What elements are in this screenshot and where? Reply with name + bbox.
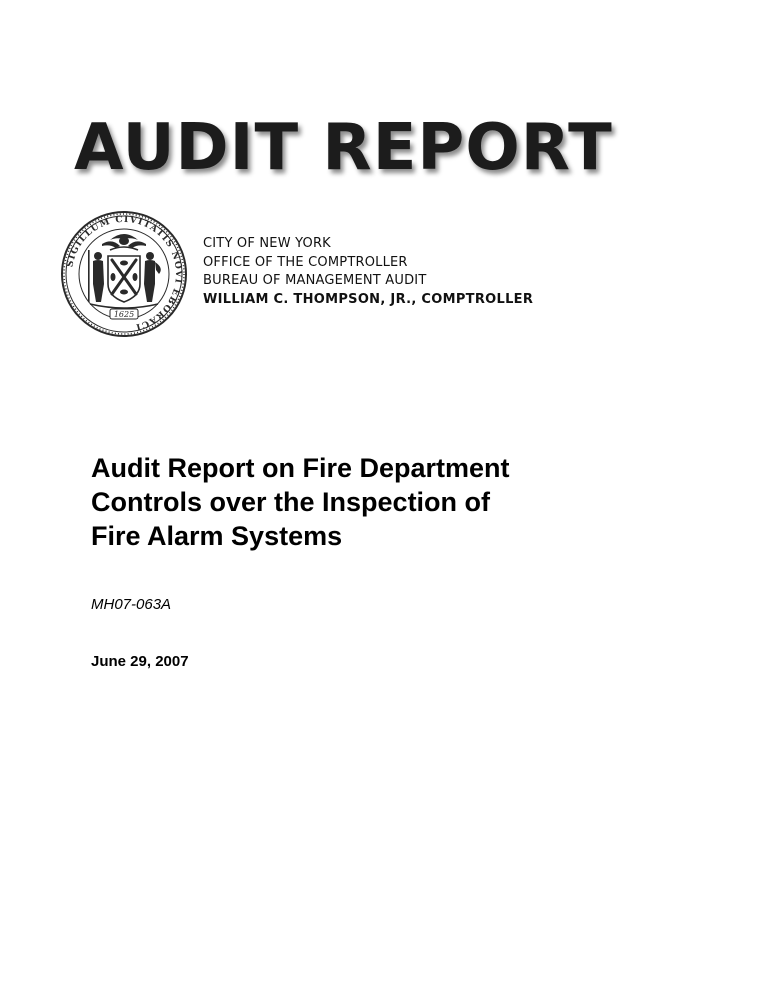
report-number: MH07-063A — [91, 596, 172, 613]
report-date: June 29, 2007 — [91, 653, 189, 670]
office-line-comptroller-office: OFFICE OF THE COMPTROLLER — [203, 254, 408, 270]
seal-year: 1625 — [113, 310, 135, 319]
office-line-bureau: BUREAU OF MANAGEMENT AUDIT — [203, 273, 427, 288]
report-title-line-3: Fire Alarm Systems — [91, 521, 343, 551]
seal-motto: SIGILLUM CIVITATIS NOVI EBORACI — [65, 214, 184, 332]
city-seal-graphic — [60, 210, 188, 338]
report-title-line-2: Controls over the Inspection of — [91, 487, 491, 517]
city-seal-icon — [60, 210, 188, 338]
issuing-office-block — [203, 235, 533, 309]
audit-report-banner: AUDIT REPORT — [74, 111, 613, 185]
report-title — [91, 451, 651, 553]
comptroller-name: WILLIAM C. THOMPSON, JR., COMPTROLLER — [203, 291, 534, 307]
office-line-city: CITY OF NEW YORK — [203, 236, 331, 251]
report-title-line-1: Audit Report on Fire Department — [91, 453, 510, 483]
